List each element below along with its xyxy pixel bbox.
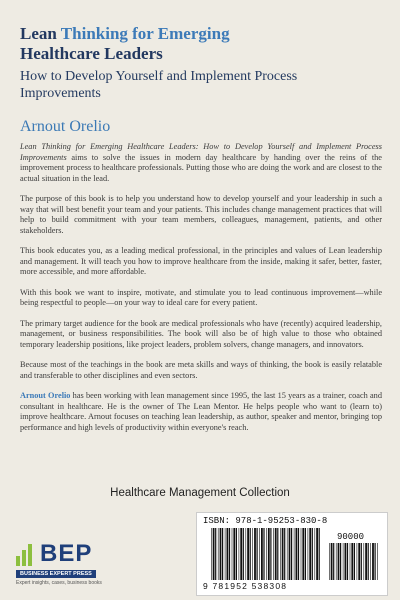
paragraph-inspire: With this book we want to inspire, motivate, and stimulate you to lead continuous improvement—while being respectful to people—on your way to ideal care for every patient. [20, 287, 382, 307]
barcode-digits: 9 781952 538308 [203, 581, 288, 591]
book-title [20, 24, 380, 64]
bio-author-name: Arnout Orelio [20, 391, 71, 400]
logo-bars-icon [16, 544, 34, 566]
bio-text: has been working with lean management since 1995, the last 15 years as a trainer, coach and consultant in healthcare. He is the owner of The Lean Mentor. He helps people who want to (learn to) improve healthcare. Arnout focuses on teaching lean leadership, as author, speaker and mentor, bringing top performance and high levels of productivity within everyone's reach. [20, 391, 382, 432]
barcode-bars-addon [329, 543, 379, 580]
title-part-lean: Lean [20, 24, 61, 43]
paragraph-meta-skills: Because most of the teachings in the book are meta skills and ways of thinking, the book is easily relatable and transferable to other disciplines and even sectors. [20, 360, 382, 380]
title-part-healthcare: Healthcare Leaders [20, 44, 163, 63]
paragraph-intro [20, 142, 382, 184]
paragraph-audience: The primary target audience for the book are medical professionals who have (recently) acquired leadership, management, or business responsibilities. The book will also be of high value to those who obtained temporary leadership positions, like project leaders, problem solvers, change managers, and innovators. [20, 318, 382, 349]
book-subtitle: How to Develop Yourself and Implement Process Improvements [20, 69, 298, 101]
paragraph-educates: This book educates you, as a leading medical professional, in the principles and values of Lean leadership and management. It will teach you how to improve healthcare from the inside, making it safer, better, faster, more accessible, and more affordable. [20, 246, 382, 276]
author-name: Arnout Orelio [20, 118, 111, 135]
publisher-logo [16, 540, 136, 600]
publisher-name: BUSINESS EXPERT PRESS [16, 570, 96, 578]
barcode-bars-main [211, 528, 321, 580]
isbn-barcode [196, 512, 388, 596]
paragraph-purpose: The purpose of this book is to help you understand how to develop yourself and your leadership in such a way that will best benefit your team and your patients. This includes change management practices that will help to build commitment with your team members, colleagues, management, patients, and other stakeholders. [20, 194, 382, 235]
logo-text: BEP [40, 540, 93, 567]
title-part-thinking: Thinking for Emerging [60, 24, 230, 43]
collection-name: Healthcare Management Collection [110, 487, 290, 499]
paragraph-author-bio [20, 391, 382, 433]
back-cover-description [20, 142, 382, 443]
price-code: 90000 [337, 532, 365, 542]
publisher-tagline: Expert insights, cases, business books [16, 580, 102, 586]
isbn-label: ISBN: 978-1-95253-830-8 [203, 516, 328, 526]
intro-text: aims to solve the issues in modern day healthcare by handing over the reins of the improvement process to healthcare professionals. Putting those who are doing the work and are closest to the actual situation in the lead. [20, 152, 382, 183]
intro-book-title: Lean Thinking for Emerging Healthcare Leaders: How to Develop Yourself and Implement Process Improvements [20, 142, 382, 162]
